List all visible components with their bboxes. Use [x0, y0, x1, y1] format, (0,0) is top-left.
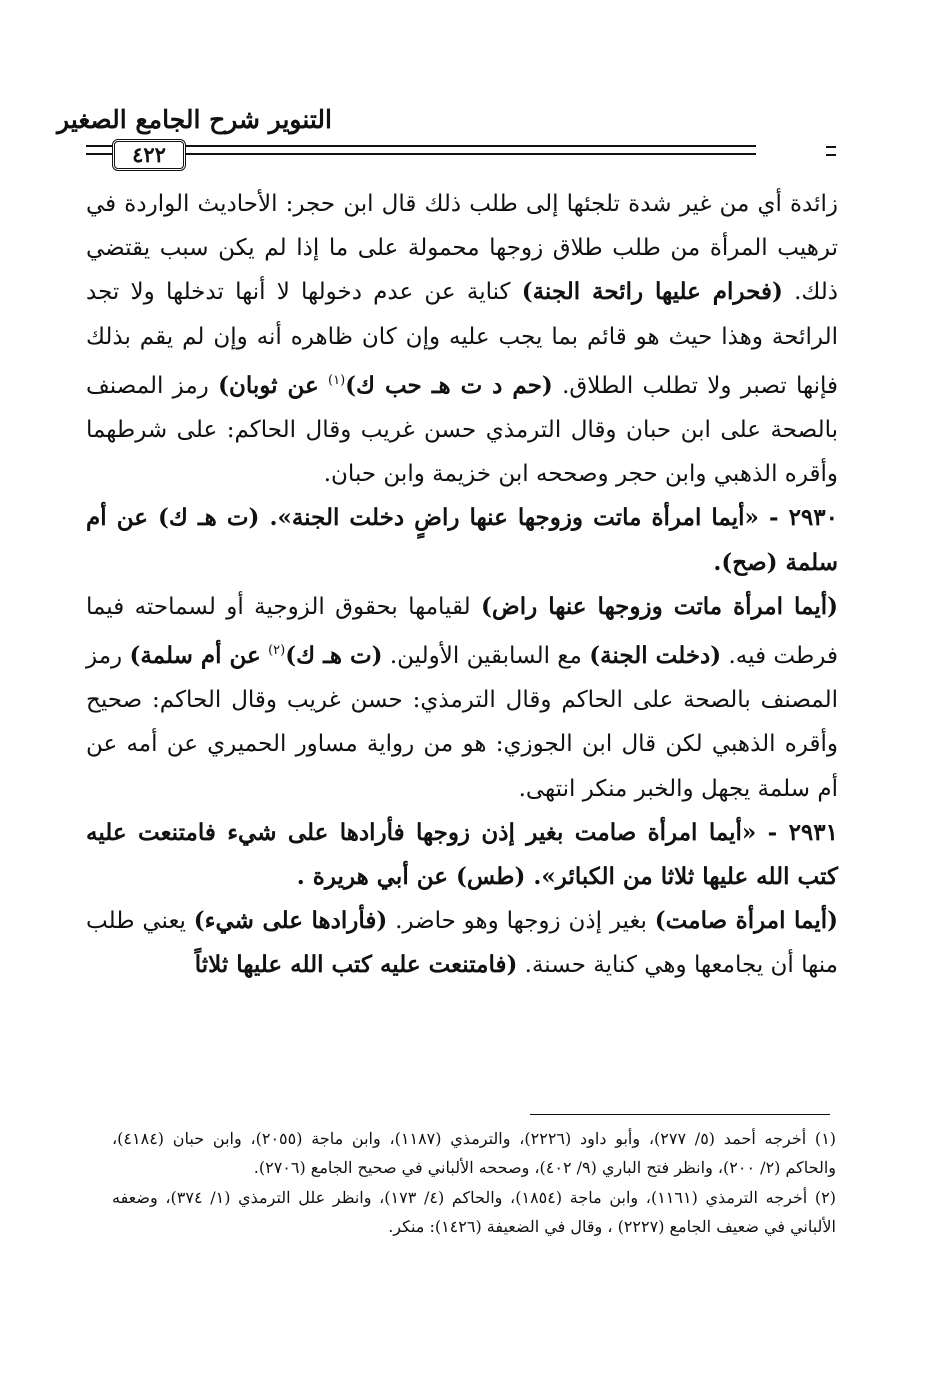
commentary-text: بغير إذن زوجها وهو حاضر. [395, 908, 647, 935]
footnote-marker: (١) [328, 372, 346, 388]
quoted-phrase: (دخلت الجنة) [589, 642, 722, 670]
paragraph [86, 585, 838, 811]
hadith-2931: ٢٩٣١ - «أيما امرأة صامت بغير إذن زوجها فأرادها على شيء فامتنعت عليه كتب الله عليها ثلاثا من الكبائر». (طس) عن أبي هريرة . [86, 818, 838, 891]
paragraph [86, 899, 838, 987]
page-number-cap [826, 146, 836, 148]
commentary-text: يعني طلب منها أن يجامعها وهي كناية حسنة. [86, 908, 838, 979]
footnote-marker: (٢) [268, 643, 286, 659]
header-rule-line [86, 153, 756, 155]
narrator: عن أم سلمة) [129, 642, 261, 670]
commentary-text: كناية عن عدم دخولها لا أنها تدخلها ولا تجد الرائحة وهذا حيث هو قائم بما يجب عليه وإن كان ظاهره أنه وإن لم يقم بذلك فإنها تصبر ولا تطلب الطلاق. [86, 279, 839, 399]
narrator: عن ثوبان) [218, 371, 319, 399]
footnote-separator [530, 1114, 830, 1115]
commentary-text: رمز المصنف بالصحة على الحاكم وقال الترمذي: حسن غريب وقال الحاكم: صحيح وأقره الذهبي لكن قال ابن الجوزي: هو من رواية مساور الحميري عن أمه عن أم سلمة يجهل والخبر منكر انتهى. [86, 643, 838, 802]
page-number-cap [826, 154, 836, 156]
commentary-text: لقيامها بحقوق الزوجية أو لسماحته فيما فرطت فيه. [86, 593, 838, 670]
quoted-phrase: (فامتنعت عليه كتب الله عليها ثلاثاً [194, 951, 518, 979]
commentary-text: مع السابقين الأولين. [389, 643, 582, 670]
hadith-2930: ٢٩٣٠ - «أيما امرأة ماتت وزوجها عنها راضٍ دخلت الجنة». (ت هـ ك) عن أم سلمة (صح). [86, 504, 838, 576]
header-rule [86, 141, 836, 163]
quoted-phrase: (أيما امرأة صامت) [654, 907, 838, 935]
quoted-phrase: (فأرادها على شيء) [193, 907, 388, 935]
source-abbrev: (ت هـ ك) [285, 642, 383, 670]
paragraph [86, 182, 838, 496]
page-number: ٤٢٢ [112, 139, 186, 171]
footnote-1: (١) أخرجه أحمد (٥/ ٢٧٧)، وأبو داود (٢٢٢٦)، والترمذي (١١٨٧)، وابن ماجة (٢٠٥٥)، وابن حبان (٤١٨٤)، والحاكم (٢/ ٢٠٠)، وانظر فتح الباري (٩/ ٤٠٢)، وصححه الألباني في صحيح الجامع (٢٧٠٦). [112, 1129, 837, 1178]
quoted-phrase: (فحرام عليها رائحة الجنة) [521, 278, 783, 306]
commentary-text: زائدة أي من غير شدة تلجئها إلى طلب ذلك قال ابن حجر: الأحاديث الواردة في ترهيب المرأة من طلب طلاق زوجها محمولة على ما إذا لم يكن سبب يقتضي ذلك. [86, 191, 839, 306]
running-title: التنوير شرح الجامع الصغير [57, 105, 332, 134]
footnote-2: (٢) أخرجه الترمذي (١١٦١)، وابن ماجة (١٨٥٤)، والحاكم (٤/ ١٧٣)، وانظر علل الترمذي (١/ ٣٧٤)، وضعفه الألباني في ضعيف الجامع (٢٢٢٧) ، وقال في الضعيفة (١٤٢٦): منكر. [112, 1187, 836, 1236]
main-text [86, 182, 838, 988]
quoted-phrase: (أيما امرأة ماتت وزوجها عنها راض) [481, 592, 838, 620]
source-abbrev: (حم د ت هـ حب ك) [345, 371, 553, 399]
commentary-text: رمز المصنف بالصحة على ابن حبان وقال الترمذي حسن غريب وقال الحاكم: على شرطهما وأقره الذهبي وابن حجر وصححه ابن خزيمة وابن حبان. [86, 372, 838, 488]
header-rule-line [86, 145, 756, 147]
footnotes [112, 1124, 836, 1241]
